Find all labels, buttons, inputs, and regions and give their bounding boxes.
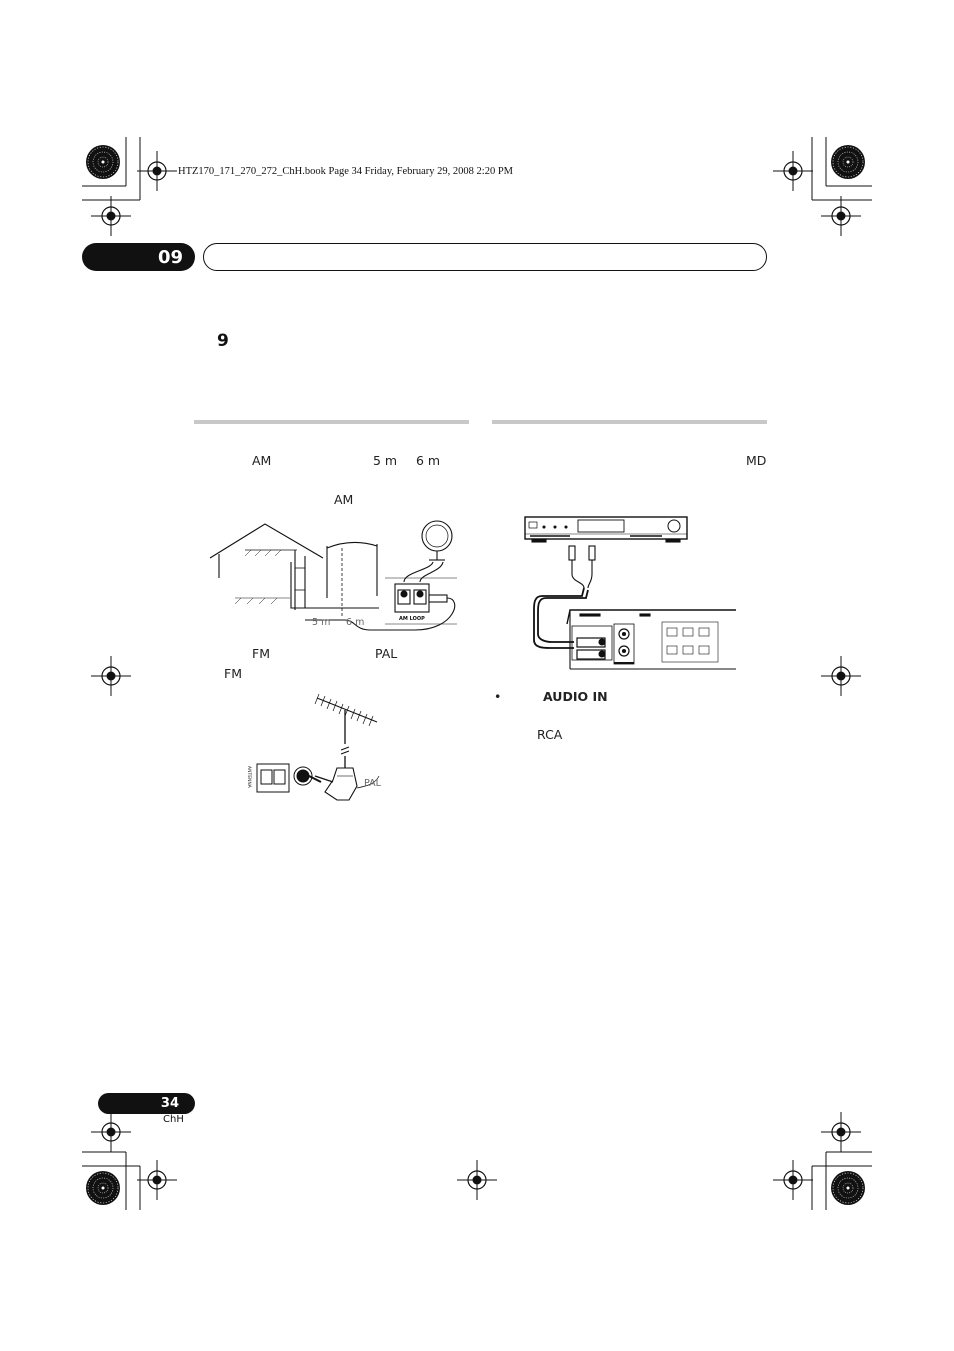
section-rule-right bbox=[492, 420, 767, 424]
registration-mark bbox=[773, 1160, 813, 1200]
distance-5m: 5 m bbox=[373, 453, 398, 468]
audio-in-label: AUDIO IN bbox=[543, 689, 608, 704]
page-number-badge bbox=[98, 1093, 195, 1114]
am-label-2: AM bbox=[334, 492, 354, 507]
am-loop-terminal-label: AM LOOP bbox=[399, 616, 425, 622]
md-label: MD bbox=[746, 453, 767, 468]
am-diagram-distance-6m: 6 m bbox=[346, 617, 365, 628]
registration-mark bbox=[91, 196, 131, 236]
registration-mark bbox=[821, 1112, 861, 1152]
section-rule-left bbox=[194, 420, 469, 424]
registration-mark bbox=[91, 1112, 131, 1152]
registration-mark bbox=[457, 1160, 497, 1200]
antenna-terminal-label: ANTENNA bbox=[246, 766, 251, 788]
chapter-number: 09 bbox=[157, 246, 183, 268]
fm-label: FM bbox=[252, 646, 270, 661]
bullet-marker: • bbox=[494, 689, 502, 704]
am-diagram-distance-5m: 5 m bbox=[312, 617, 331, 628]
registration-mark bbox=[821, 196, 861, 236]
file-info-header: HTZ170_171_270_272_ChH.book Page 34 Friday, February 29, 2008 2:20 PM bbox=[178, 166, 514, 177]
distance-6m: 6 m bbox=[416, 453, 441, 468]
registration-mark bbox=[91, 656, 131, 696]
registration-mark bbox=[137, 1160, 177, 1200]
chapter-title-bar bbox=[203, 243, 767, 271]
page-number: 34 bbox=[160, 1096, 179, 1111]
fm-label-2: FM bbox=[224, 666, 242, 681]
registration-mark bbox=[821, 656, 861, 696]
starburst-mark-top-left bbox=[86, 145, 120, 179]
md-connection-diagram bbox=[522, 514, 736, 674]
rca-label: RCA bbox=[537, 727, 563, 742]
starburst-mark-bottom-left bbox=[86, 1171, 120, 1205]
am-antenna-diagram bbox=[205, 520, 465, 638]
starburst-mark-bottom-right bbox=[831, 1171, 865, 1205]
pal-label: PAL bbox=[375, 646, 398, 661]
chapter-number-badge bbox=[82, 243, 195, 271]
starburst-mark-top-right bbox=[831, 145, 865, 179]
registration-mark bbox=[773, 151, 813, 191]
language-code: ChH bbox=[163, 1114, 184, 1125]
registration-mark bbox=[137, 151, 177, 191]
step-number: 9 bbox=[217, 331, 229, 351]
fm-diagram-pal-label: PAL bbox=[364, 778, 381, 789]
fm-antenna-diagram bbox=[245, 692, 395, 810]
am-label: AM bbox=[252, 453, 272, 468]
